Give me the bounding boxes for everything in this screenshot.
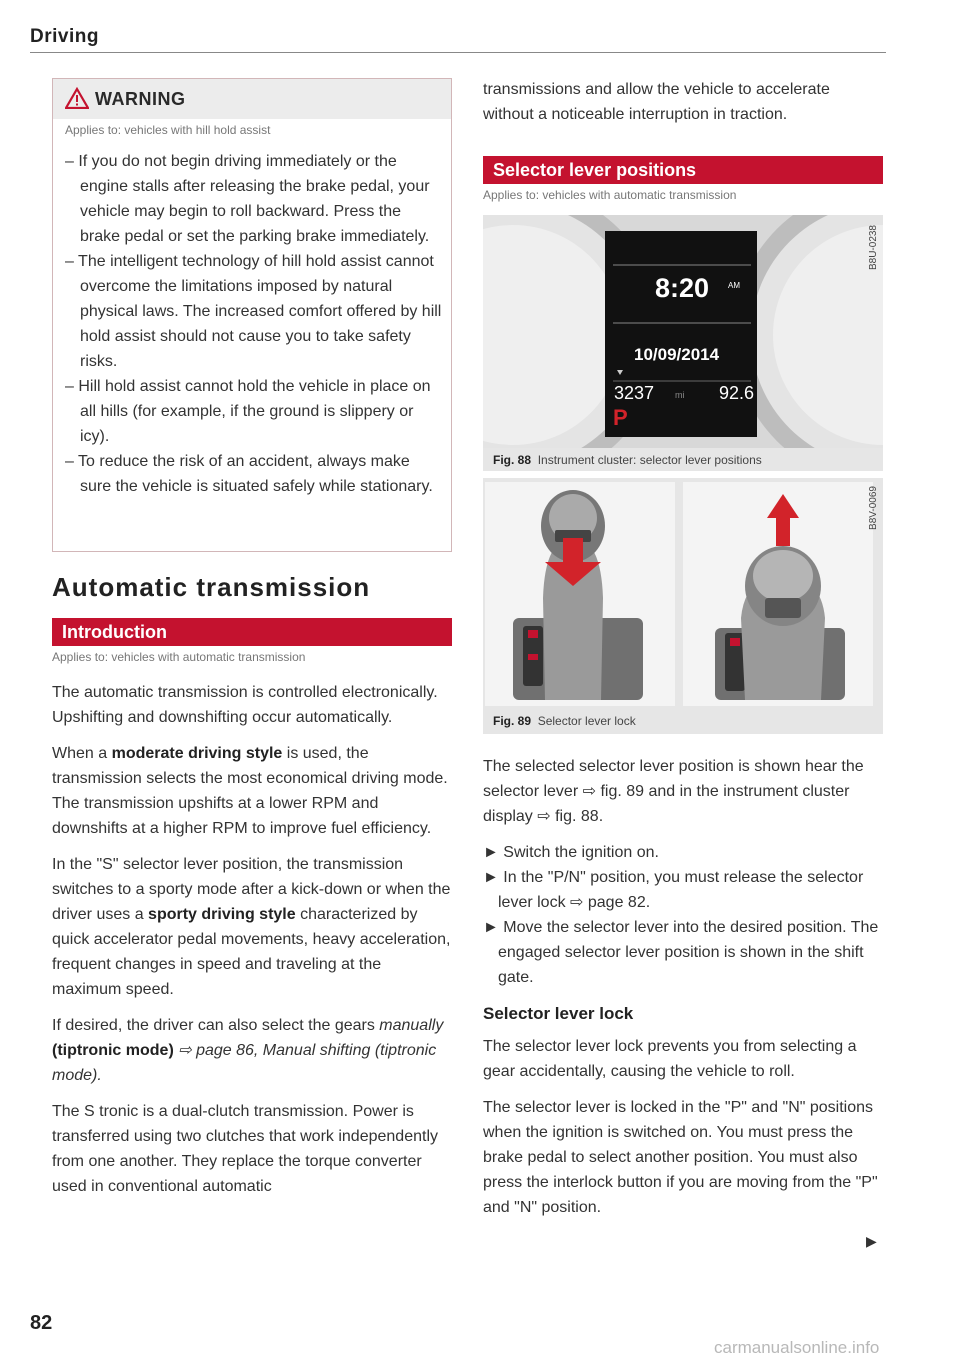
instruction-list — [483, 840, 883, 990]
cluster-trip: 92.6 — [719, 383, 755, 403]
intro-paragraph-2: When a moderate driving style is used, the transmission selects the most economical driving mode. The transmission upshifts at a lower RPM and downshifts at a higher RPM to improve fuel efficiency. — [52, 745, 448, 837]
figure-89-caption: Fig. 89 Selector lever lock — [493, 714, 636, 728]
lock-paragraph-2: The selector lever is locked in the "P" and "N" positions when the ignition is switched on. You must press the brake pedal to select another position. You must also press the interlock button if you are moving from the "P" and "N" position. — [483, 1099, 878, 1216]
cluster-unit: mi — [675, 390, 685, 400]
chapter-heading: Automatic transmission — [52, 572, 371, 602]
figure-89 — [483, 478, 883, 734]
watermark-url: carmanualsonline.info — [714, 1338, 880, 1357]
cluster-clock: 8:20 — [655, 273, 710, 303]
warning-header — [53, 79, 451, 119]
warning-item: – To reduce the risk of an accident, always make sure the vehicle is situated safely while stationary. — [65, 453, 433, 495]
intro-paragraph-4: If desired, the driver can also select the gears manually (tiptronic mode) ⇨ page 86, Manual shifting (tiptronic mode). — [52, 1017, 444, 1084]
warning-item: – If you do not begin driving immediately or the engine stalls after releasing the brake pedal, your vehicle may begin to roll backward. Press the brake pedal or set the parking brake immediately. — [65, 153, 430, 245]
figure-code: B8V-0069 — [868, 486, 879, 530]
intro-body — [52, 680, 452, 1199]
warning-list — [65, 149, 445, 499]
warning-item: – The intelligent technology of hill hold assist cannot overcome the limitations imposed by natural physical laws. The increased comfort offered by hill hold assist should not cause you to take safety risks. — [65, 253, 442, 370]
cluster-odometer: 3237 — [614, 383, 655, 403]
continue-arrow-icon: ▶ — [866, 1233, 877, 1249]
page-reference-link[interactable]: ⇨ page 86, Manual shifting (tiptronic mode). — [52, 1042, 437, 1084]
section-title-selector-lever-positions: Selector lever positions — [483, 156, 883, 184]
section-title-introduction: Introduction — [52, 618, 452, 646]
warning-title: WARNING — [95, 89, 186, 109]
selector-lever-illustration — [483, 478, 883, 708]
selector-paragraph: The selected selector lever position is shown hear the selector lever ⇨ fig. 89 and in the instrument cluster display ⇨ fig. 88. — [483, 758, 864, 825]
running-header: Driving — [30, 26, 99, 47]
intro-paragraph-5: The S tronic is a dual-clutch transmission. Power is transferred using two clutches that work independently from one another. They replace the torque converter used in conventional automatic — [52, 1103, 438, 1195]
cluster-gear-indicator: P — [613, 405, 628, 430]
instruction-item: ► Switch the ignition on. — [483, 844, 659, 861]
warning-box — [52, 78, 452, 552]
page-number: 82 — [30, 1312, 53, 1334]
intro-paragraph-1: The automatic transmission is controlled electronically. Upshifting and downshifting occur automatically. — [52, 684, 438, 726]
instrument-cluster-illustration — [483, 215, 883, 448]
warning-triangle-icon — [65, 87, 89, 109]
figure-88 — [483, 215, 883, 471]
continued-paragraph: transmissions and allow the vehicle to accelerate without a noticeable interruption in traction. — [483, 81, 830, 123]
warning-applies-note: Applies to: vehicles with hill hold assist — [65, 123, 271, 137]
instruction-item: ► In the "P/N" position, you must release the selector lever lock ⇨ page 82. — [483, 869, 864, 911]
instruction-item: ► Move the selector lever into the desired position. The engaged selector lever position is shown in the shift gate. — [483, 919, 879, 986]
figure-code: B8U-0238 — [868, 225, 879, 271]
header-divider — [30, 52, 886, 53]
lock-paragraph-1: The selector lever lock prevents you from selecting a gear accidentally, causing the vehicle to roll. — [483, 1038, 857, 1080]
intro-paragraph-3: In the "S" selector lever position, the transmission switches to a sporty mode after a kick-down or when the driver uses a sporty driving style characterized by quick accelerator pedal movements, heavy acceleration, frequent changes in speed and traveling at the maximum speed. — [52, 856, 451, 998]
cluster-date: 10/09/2014 — [634, 345, 720, 364]
cluster-ampm: AM — [728, 281, 740, 290]
selector-body — [483, 754, 883, 1220]
intro-applies-note: Applies to: vehicles with automatic transmission — [52, 650, 306, 664]
warning-item: – Hill hold assist cannot hold the vehicle in place on all hills (for example, if the ground is slippery or icy). — [65, 378, 431, 445]
figure-88-caption: Fig. 88 Instrument cluster: selector lever positions — [493, 453, 762, 467]
selector-applies-note: Applies to: vehicles with automatic transmission — [483, 188, 737, 202]
selector-lever-lock-heading: Selector lever lock — [483, 1004, 634, 1023]
